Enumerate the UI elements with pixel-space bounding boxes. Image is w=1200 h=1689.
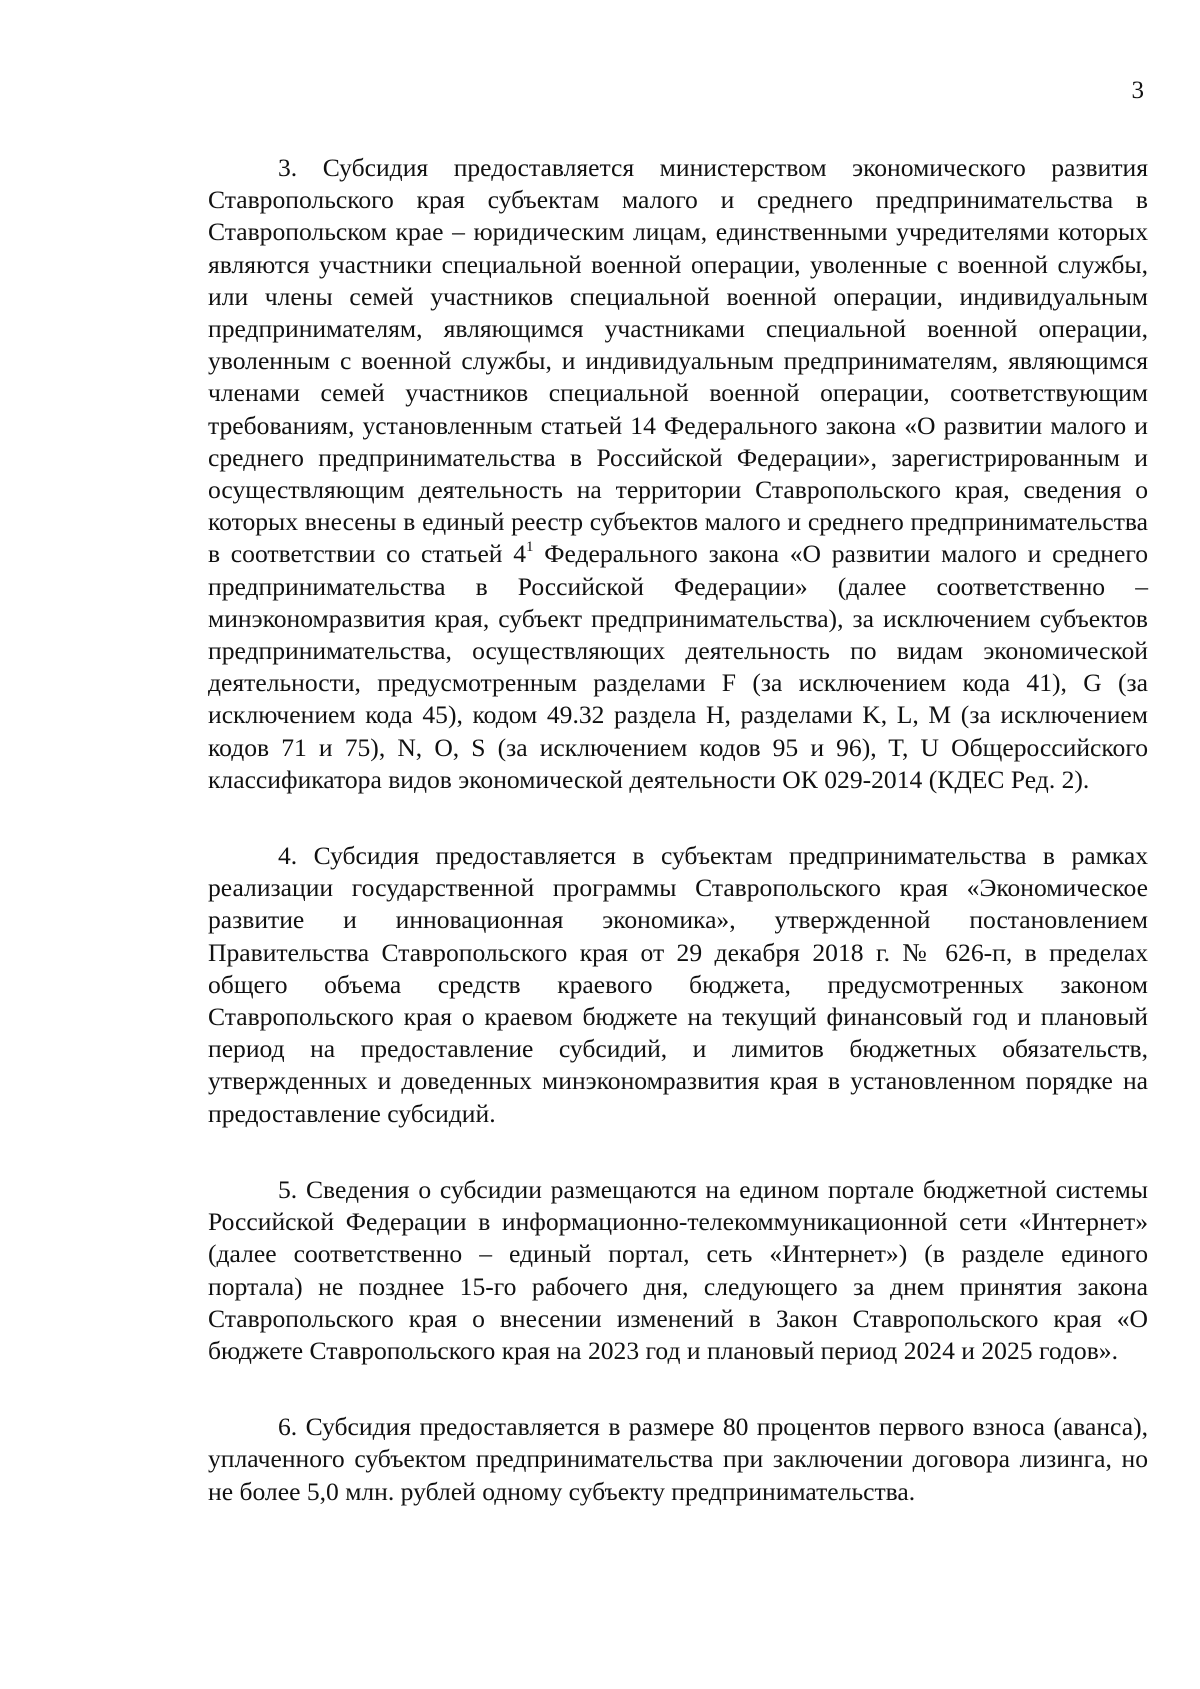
paragraph-4: 4. Субсидия предоставляется в субъектам предпринимательства в рамках реализации государственной программы Ставропольского края «Экономическое развитие и инновационная экономика», утвержденной постановлением Правительства Ставропольского края от 29 декабря 2018 г. № 626-п, в пределах общего объема средств краевого бюджета, предусмотренных законом Ставропольского края о краевом бюджете на текущий финансовый год и плановый период на предоставление субсидий, и лимитов бюджетных обязательств, утвержденных и доведенных минэкономразвития края в установленном порядке на предоставление субсидий. — [208, 841, 1148, 1128]
document-body — [208, 152, 1148, 1508]
footnote-superscript: 1 — [526, 539, 534, 556]
paragraph-6: 6. Субсидия предоставляется в размере 80 процентов первого взноса (аванса), уплаченного субъектом предпринимательства при заключении договора лизинга, но не более 5,0 млн. рублей одному субъекту предпринимательства. — [208, 1412, 1148, 1506]
paragraph-3-text: 3. Субсидия предоставляется министерством экономического развития Ставропольского края субъектам малого и среднего предпринимательства в Ставропольском крае – юридическим лицам, единственными учредителями которых являются участники специальной военной операции, уволенные с военной службы, или члены семей участников специальной военной операции, индивидуальным предпринимателям, являющимся участниками специальной военной операции, уволенным с военной службы, и индивидуальным предпринимателям, являющимся членами семей участников специальной военной операции, соответствующим требованиям, установленным статьей 14 Федерального закона «О развитии малого и среднего предпринимательства в Российской Федерации», зарегистрированным и осуществляющим деятельность на территории Ставропольского края, сведения о которых внесены в единый реестр субъектов малого и среднего предпринимательства в соответствии со статьей 4 — [208, 153, 1148, 569]
paragraph-3-text-continued: Федерального закона «О развитии малого и среднего предпринимательства в Российской Федерации» (далее соответственно – минэкономразвития края, субъект предпринимательства), за исключением субъектов предпринимательства, осуществляющих деятельность по видам экономической деятельности, предусмотренным разделами F (за исключением кода 41), G (за исключением кода 45), кодом 49.32 раздела H, разделами K, L, M (за исключением кодов 71 и 75), N, O, S (за исключением кодов 95 и 96), T, U Общероссийского классификатора видов экономической деятельности ОК 029-2014 (КДЕС Ред. 2). — [208, 539, 1148, 794]
paragraph-5: 5. Сведения о субсидии размещаются на едином портале бюджетной системы Российской Федерации в информационно-телекоммуникационной сети «Интернет» (далее соответственно – единый портал, сеть «Интернет») (в разделе единого портала) не позднее 15-го рабочего дня, следующего за днем принятия закона Ставропольского края о внесении изменений в Закон Ставропольского края «О бюджете Ставропольского края на 2023 год и плановый период 2024 и 2025 годов». — [208, 1174, 1148, 1365]
page-number: 3 — [1131, 77, 1144, 104]
paragraph-3 — [208, 152, 1148, 796]
